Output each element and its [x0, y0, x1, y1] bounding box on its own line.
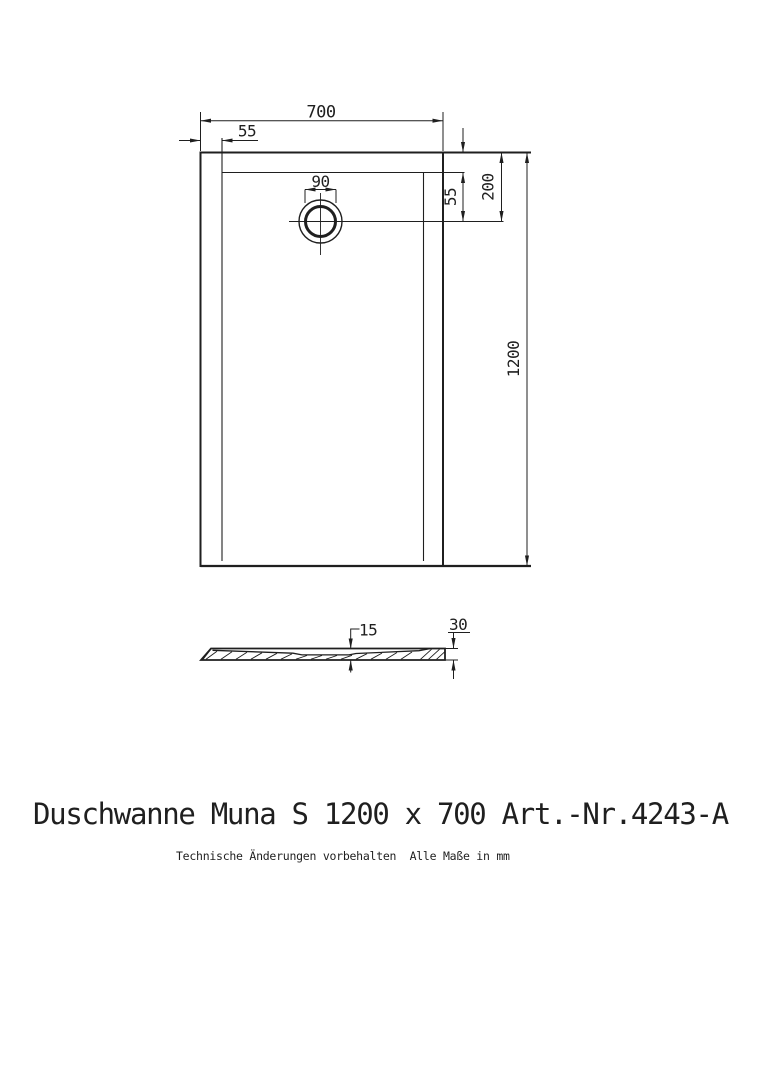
dim-label-length: 1200	[504, 340, 523, 378]
dim-label-drain-center: 200	[478, 173, 498, 201]
section-floor-line	[213, 649, 431, 655]
dim-floor-thickness-15	[351, 621, 378, 673]
tray-outline	[201, 152, 532, 568]
dim-label-drain: 90	[311, 172, 330, 191]
drain	[289, 193, 504, 255]
dim-label-edge-height: 30	[449, 615, 468, 634]
dim-rim-offset-55	[441, 128, 463, 222]
dim-edge-height-30	[445, 615, 470, 679]
dim-label-rim-inset: 55	[237, 121, 257, 141]
tray-inner-rim	[222, 138, 465, 561]
section-view	[201, 615, 470, 679]
title-block	[33, 797, 729, 863]
dim-label-floor-thickness: 15	[359, 620, 378, 640]
dim-rim-inset-55	[179, 122, 258, 141]
drawing-subtitle: Technische Änderungen vorbehalten Alle Maße in mm	[176, 849, 510, 863]
drawing-title: Duschwanne Muna S 1200 x 700 Art.-Nr.4243-A	[33, 797, 728, 831]
dim-length-1200	[504, 153, 527, 567]
dim-label-width: 700	[306, 102, 336, 123]
dim-drain-center-200	[479, 153, 502, 222]
dim-label-rim-offset: 55	[441, 187, 460, 207]
top-view	[179, 103, 531, 568]
